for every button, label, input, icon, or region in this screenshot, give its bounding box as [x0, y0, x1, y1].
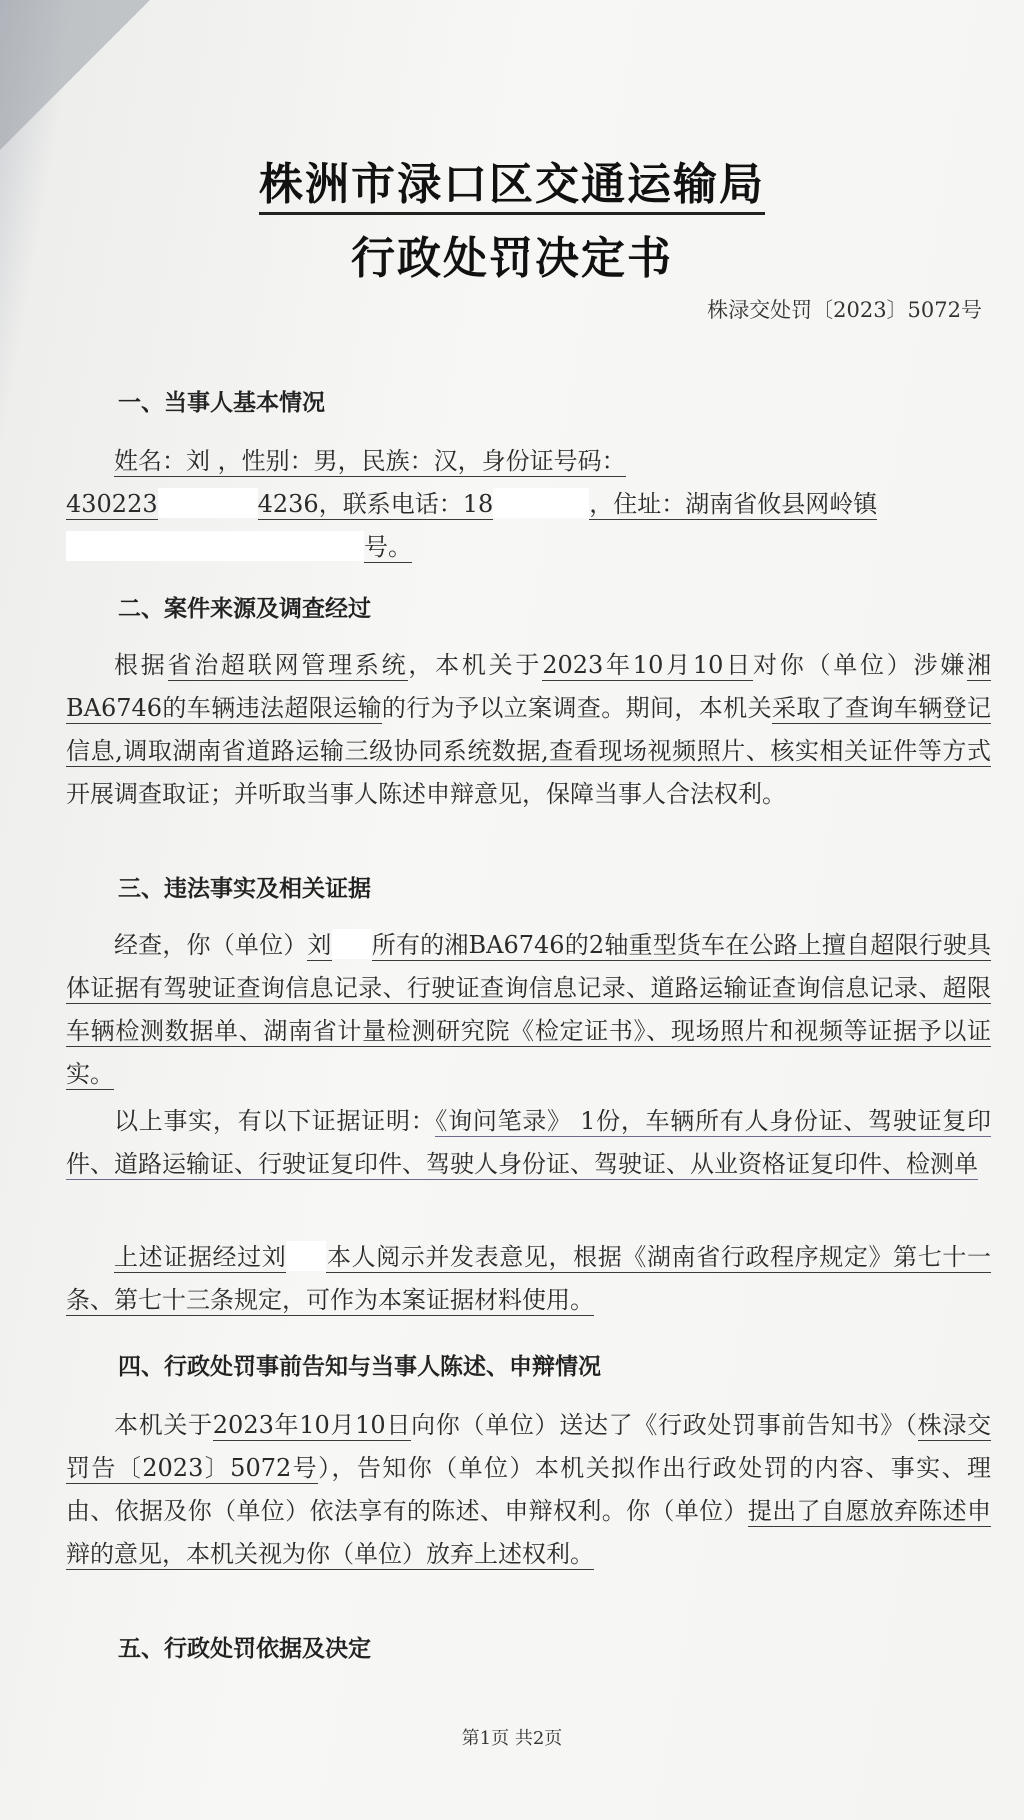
violation-facts: 所有的湘BA6746的2轴重型货车在公路上擅自超限行驶具体证据有驾驶证查询信息记录、行驶证查询信息记录、道路运输证查询信息记录、超限车辆检测数据单、湖南省计量检测研究院《检定证书》、现场照片和视频等证据予以证实。	[66, 931, 992, 1088]
section3-heading: 三、违法事实及相关证据	[118, 875, 371, 902]
party-address: ，住址：湖南省攸县网岭镇	[589, 490, 878, 518]
section3-evidence: 以上事实，有以下证据证明：《询问笔录》 1份，车辆所有人身份证、驾驶证复印件、道路运输证、行驶证复印件、驾驶人身份证、驾驶证、从业资格证复印件、检测单	[66, 1107, 991, 1178]
redacted-phone	[493, 488, 589, 518]
evidence-basis: 本人阅示并发表意见，根据《湖南省行政程序规定》第七十一条、第七十三条规定，可作为本案证据材料使用。	[66, 1243, 992, 1314]
section5-heading: 五、行政处罚依据及决定	[118, 1635, 371, 1662]
folded-corner	[0, 0, 150, 150]
section4-body: 本机关于2023年10月10日向你（单位）送达了《行政处罚事前告知书》（株渌交罚告〔2023〕5072号），告知你（单位）本机关拟作出行政处罚的内容、事实、理由、依据及你（单位）依法享有的陈述、申辩权利。你（单位）提出了自愿放弃陈述申辩的意见，本机关视为你（单位）放弃上述权利。	[66, 1411, 992, 1568]
source-system: 省治超联网管理系统	[167, 651, 409, 679]
evidence-list: 《询问笔录》 1份，车辆所有人身份证、驾驶证复印件、道路运输证、行驶证复印件、驾驶人身份证、驾驶证、从业资格证复印件、检测单	[66, 1107, 991, 1178]
section4-heading: 四、行政处罚事前告知与当事人陈述、申辩情况	[118, 1353, 601, 1380]
redacted-id	[158, 488, 258, 518]
page-footer: 第1页 共2页	[461, 1728, 563, 1749]
notice-date: 2023年10月10日	[212, 1411, 412, 1439]
section2-heading: 二、案件来源及调查经过	[118, 595, 371, 622]
party-address-end: 号。	[364, 533, 412, 561]
redacted-address	[66, 531, 364, 561]
section3-facts: 经查，你（单位）刘 所有的湘BA6746的2轴重型货车在公路上擅自超限行驶具体证据有驾驶证查询信息记录、行驶证查询信息记录、道路运输证查询信息记录、超限车辆检测数据单、湖南省计量检测研究院《检定证书》、现场照片和视频等证据予以证实。	[66, 931, 992, 1088]
section2-body: 根据省治超联网管理系统，本机关于2023年10月10日对你（单位）涉嫌湘BA6746的车辆违法超限运输的行为予以立案调查。期间，本机关采取了查询车辆登记信息,调取湖南省道路运输三级协同系统数据,查看现场视频照片、核实相关证件等方式开展调查取证；并听取当事人陈述申辩意见，保障当事人合法权利。	[66, 651, 992, 808]
party-name-line: 姓名：刘 ，性别：男，民族：汉，身份证号码：	[114, 447, 626, 475]
investigation-methods: 采取了查询车辆登记信息,调取湖南省道路运输三级协同系统数据,查看现场视频照片、核实相关证件等方式	[66, 694, 992, 765]
party-id-phone: 4236，联系电话：18	[257, 490, 494, 518]
section3-evidence-review	[66, 1236, 991, 1322]
owner-name: 刘	[307, 931, 332, 959]
section1-party-info	[66, 440, 991, 569]
party-id-prefix: 430223	[66, 490, 158, 518]
document-title-type: 行政处罚决定书	[351, 233, 673, 284]
document-number: 株渌交处罚〔2023〕5072号	[707, 298, 982, 322]
violation-vehicle: 湘BA6746的车辆违法超限运输	[66, 651, 992, 722]
evidence-reviewer: 上述证据经过刘	[114, 1243, 287, 1271]
notice-number: 株渌交罚告〔2023〕5072号	[66, 1411, 992, 1482]
document-title-agency: 株洲市渌口区交通运输局	[0, 148, 1024, 212]
case-date: 2023年10月10日	[542, 651, 753, 679]
waiver-statement: 提出了自愿放弃陈述申辩的意见，本机关视为你（单位）放弃上述权利。	[66, 1497, 992, 1568]
section1-heading: 一、当事人基本情况	[118, 389, 325, 416]
